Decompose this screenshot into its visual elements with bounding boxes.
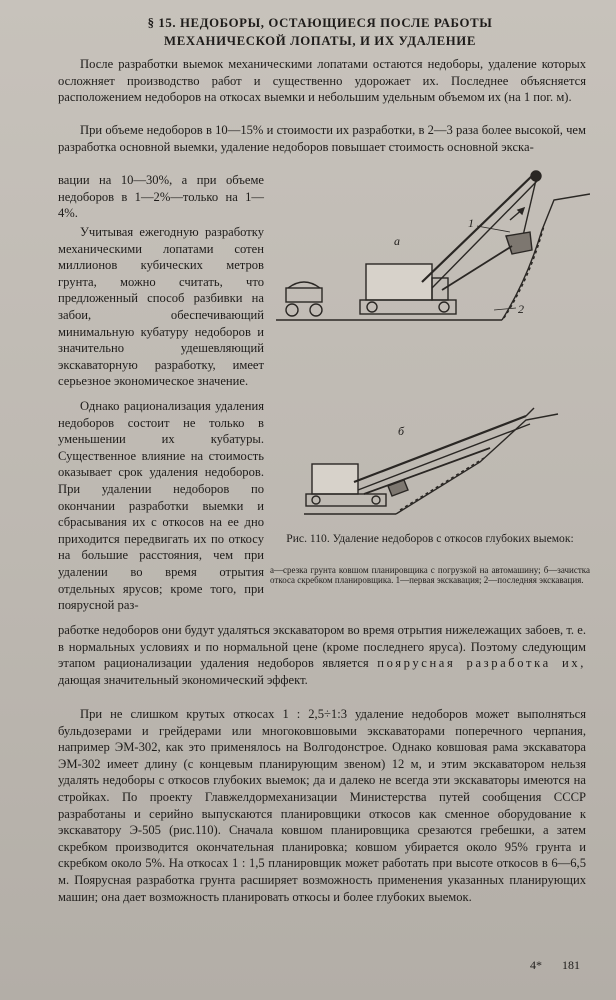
paragraph-3: Учитывая ежегодную разработку механическими лопатами сотен миллионов кубических метров грунта, можно считать, что предложенный способ разбивки на забои, обеспечивающий минимальную кубатуру недоборов и значительно удешевляющий экскаваторную разработку, имеет серьезное экономическое значение. [58, 225, 264, 389]
track-wheel-1 [367, 302, 377, 312]
track-wheel-b1 [312, 496, 320, 504]
callout-1: 1 [468, 216, 474, 230]
slope-line-b [396, 414, 558, 514]
figure-a-drawing [272, 160, 590, 330]
section-heading [60, 14, 580, 50]
figure-caption: Рис. 110. Удаление недоборов с откосов глубоких выемок: [286, 532, 574, 545]
figure-a [272, 160, 590, 330]
track-wheel-b2 [372, 496, 380, 504]
figure-b [300, 402, 560, 526]
boom [422, 174, 534, 282]
heading-line-1: § 15. НЕДОБОРЫ, ОСТАЮЩИЕСЯ ПОСЛЕ РАБОТЫ [147, 16, 493, 30]
callout-1-line [477, 226, 510, 232]
excavator-cab-b [312, 464, 358, 494]
callout-2-line [494, 308, 516, 310]
track-wheel-2 [439, 302, 449, 312]
slope-line [502, 194, 590, 320]
boom-b-tip [526, 408, 534, 416]
paragraph-4-emphasis: поярусная разработка их, [377, 656, 587, 671]
boom-b-lower [358, 424, 530, 490]
figure-label-a: а [394, 234, 400, 248]
scraper [388, 480, 408, 496]
signature-mark: 4* [530, 958, 542, 972]
page-number: 181 [562, 958, 580, 972]
bucket [506, 232, 532, 254]
paragraph-4-tail: дающая значительный экономический эффект. [58, 672, 308, 687]
paragraph-4-full [58, 622, 586, 688]
figure-label-b: б [398, 424, 405, 438]
truck-body [286, 288, 322, 302]
figure-b-drawing [300, 402, 560, 526]
paragraph-4-text: работке недоборов они будут удаляться экскаватором во время отрытия нижележащих забоев, т. е. в нормальных условиях и по нормальной цене (кроме последнего яруса). Поэтому следующим этапом рационализации удаления недоборов является [58, 623, 586, 671]
truck-wheel-1 [286, 304, 298, 316]
paragraph-5: При не слишком крутых откосах 1 : 2,5÷1:3 удаление недоборов может выполняться бульдозерами и грейдерами или многоковшовыми экскаваторами поперечного черпания, например ЭМ-302, как это применялось на Волгодонстрое. Однако ковшовая рама экскаватора ЭМ-302 имеет длину (с концевым планирующим звеном) 12 м, и этим экскаватором нельзя удалять недоборы с откосов глубоких выемок; да и далеко не всегда эти экскаваторы имеются на стройках. По проекту Главжелдормеханизации Министерства путей сообщения СССР разработаны и серийно выпускаются планировщики откосов как сменное оборудование к экскаватору Э-505 (рис.110). Сначала ковшом планировщика срезаются гребешки, а затем скребком производится окончательная планировка; ковшом убирается около 95% грунта и скребком около 5%. На откосах 1 : 1,5 планировщик может работать при высоте откосов в 6—6,5 м. Поярусная разработка грунта расширяет возможность применения указанных планирующих машин; она дает возможность планировать откосы и более глубоких выемок. [58, 707, 586, 904]
paragraph-2-column: вации на 10—30%, а при объеме недоборов в 1—2%—только на 1—4%. [58, 173, 264, 221]
boom-b [354, 416, 526, 482]
callout-2: 2 [518, 302, 524, 316]
paragraph-2-full: При объеме недоборов в 10—15% и стоимости их разработки, в 2—3 раза более высокой, чем разработка основной выемки, удаление недоборов повышает стоимость основной экска- [58, 123, 586, 154]
paragraph-1: После разработки выемок механическими лопатами остаются недоборы, удаление которых осложняет производство работ и существенно удорожает их. Последнее объясняется расположением недоборов на откосах выемки и небольшим удельным объемом их (на 1 пог. м). [58, 57, 586, 105]
heading-line-2: МЕХАНИЧЕСКОЙ ЛОПАТЫ, И ИХ УДАЛЕНИЕ [164, 34, 476, 48]
truck-wheel-2 [310, 304, 322, 316]
figure-caption-note: а—срезка грунта ковшом планировщика с погрузкой на автомашину; б—зачистка откоса скребком планировщика. 1—первая экскавация; 2—последняя экскавация. [270, 565, 590, 586]
paragraph-4-column: Однако рационализация удаления недоборов состоит не только в уменьшении их кубатуры. Существенное влияние на стоимость оказывает срок удаления недоборов. При удалении недоборов по окончании разработки выемки и сбрасывания их с откосов на ее дно приходится передвигать их по откосу на большие расстояния, чем при удалении во время отрытия отдельных ярусов; кроме того, при поярусной раз- [58, 399, 264, 613]
boom-tip [531, 171, 541, 181]
counterweight [432, 278, 448, 300]
truck-load [288, 282, 320, 288]
